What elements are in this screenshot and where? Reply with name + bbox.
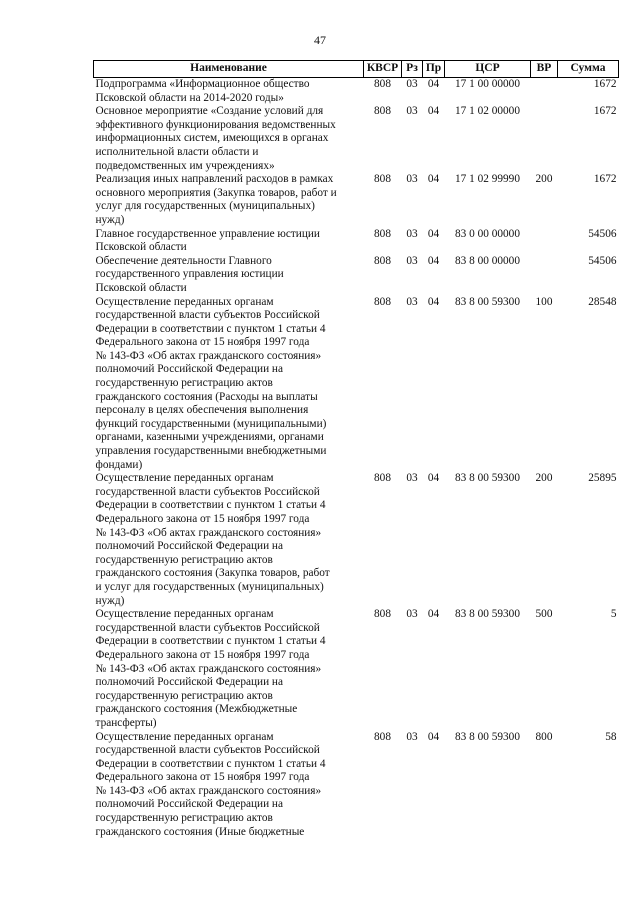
row-name-line: Обеспечение деятельности Главного	[95, 254, 272, 267]
row-pr: 04	[427, 254, 440, 267]
row-vr: 100	[535, 295, 553, 308]
row-vr: 200	[535, 472, 553, 485]
row-vr: 200	[535, 173, 553, 186]
row-pr: 04	[427, 227, 440, 240]
row-vr	[531, 255, 558, 296]
table-row	[94, 608, 619, 730]
row-name-line: государственного управления юстиции	[95, 268, 284, 281]
row-name	[94, 105, 364, 173]
row-name-line: государственную регистрацию актов	[95, 377, 273, 390]
row-pr: 04	[427, 78, 440, 90]
row-name	[94, 78, 364, 106]
row-name-line: № 143-ФЗ «Об актах гражданского состояния»	[95, 784, 322, 797]
row-name-line: Реализация иных направлений расходов в рамках	[95, 173, 334, 186]
row-name-line: полномочий Российской Федерации на	[95, 540, 283, 553]
row-kvsr: 808	[374, 608, 391, 621]
row-name-line: Федерального закона от 15 ноября 1997 года	[95, 648, 310, 661]
row-sum: 54506	[588, 254, 617, 267]
row-name	[94, 731, 364, 840]
header-vr: ВР	[531, 61, 558, 78]
row-name-line: Федерации в соответствии с пунктом 1 статьи 4	[95, 635, 326, 648]
row-pr: 04	[427, 730, 440, 743]
row-name	[94, 296, 364, 473]
row-vr	[531, 228, 558, 255]
table-row	[94, 78, 619, 106]
row-rz: 03	[406, 173, 418, 186]
row-csr: 83 8 00 59300	[455, 472, 520, 485]
row-name-line: Осуществление переданных органам	[95, 730, 274, 743]
row-kvsr: 808	[374, 227, 391, 240]
row-name	[94, 173, 364, 227]
header-kvsr: КВСР	[364, 61, 402, 78]
row-name-line: персоналу в целях обеспечения выполнения	[95, 404, 309, 417]
row-kvsr: 808	[374, 295, 391, 308]
row-name-line: Главное государственное управление юстиции	[95, 227, 320, 240]
row-name-line: Осуществление переданных органам	[95, 472, 274, 485]
row-name-line: государственной власти субъектов Российской	[95, 309, 320, 322]
row-name-line: гражданского состояния (Межбюджетные	[95, 703, 298, 716]
row-csr: 83 8 00 59300	[455, 608, 520, 621]
header-sum: Сумма	[558, 61, 619, 78]
page-number: 47	[314, 33, 326, 47]
budget-table	[93, 60, 619, 839]
row-pr: 04	[427, 608, 440, 621]
row-name-line: фондами)	[95, 458, 143, 471]
row-pr: 04	[427, 472, 440, 485]
row-rz: 03	[406, 472, 418, 485]
row-name-line: нужд)	[95, 594, 125, 607]
row-name-line: государственной власти субъектов Российской	[95, 621, 320, 634]
row-name	[94, 608, 364, 730]
row-csr: 83 0 00 00000	[455, 227, 520, 240]
row-name-line: Подпрограмма «Информационное общество	[95, 78, 310, 90]
row-name-line: и услуг для государственных (муниципальных)	[95, 580, 324, 593]
row-name-line: № 143-ФЗ «Об актах гражданского состояния»	[95, 662, 322, 675]
row-name-line: подведомственных им учреждениях»	[95, 159, 275, 172]
row-rz: 03	[406, 295, 418, 308]
row-name-line: государственную регистрацию актов	[95, 812, 273, 825]
row-name-line: № 143-ФЗ «Об актах гражданского состояния»	[95, 526, 322, 539]
row-sum: 1672	[593, 78, 617, 90]
table-row	[94, 296, 619, 473]
row-pr: 04	[427, 173, 440, 186]
row-rz: 03	[406, 78, 418, 90]
row-name-line: государственной власти субъектов Российской	[95, 485, 320, 498]
row-name	[94, 228, 364, 255]
row-sum: 54506	[588, 227, 617, 240]
row-kvsr: 808	[374, 472, 391, 485]
row-name-line: Федерального закона от 15 ноября 1997 года	[95, 336, 310, 349]
row-name-line: государственной власти субъектов Российской	[95, 744, 320, 757]
row-rz: 03	[406, 730, 418, 743]
row-name-line: управления государственными внебюджетными	[95, 445, 327, 458]
row-pr: 04	[427, 105, 440, 118]
header-name: Наименование	[94, 61, 364, 78]
table-row	[94, 731, 619, 840]
row-name-line: трансферты)	[95, 716, 157, 729]
row-name-line: Федерального закона от 15 ноября 1997 года	[95, 771, 310, 784]
row-vr	[531, 78, 558, 106]
table-row	[94, 472, 619, 608]
table-row	[94, 173, 619, 227]
row-sum: 5	[610, 608, 617, 621]
row-name-line: Основное мероприятие «Создание условий для	[95, 105, 324, 118]
table-row	[94, 228, 619, 255]
row-csr: 17 1 02 99990	[455, 173, 520, 186]
row-name-line: информационных систем, имеющихся в органах	[95, 132, 329, 145]
row-rz: 03	[406, 608, 418, 621]
row-csr: 83 8 00 00000	[455, 254, 520, 267]
row-name-line: Осуществление переданных органам	[95, 608, 274, 621]
row-csr: 83 8 00 59300	[455, 730, 520, 743]
header-rz: Рз	[402, 61, 423, 78]
header-pr: Пр	[423, 61, 445, 78]
row-name-line: Псковской области на 2014-2020 годы»	[95, 91, 284, 104]
row-sum: 58	[605, 730, 617, 743]
row-name-line: Псковской области	[95, 281, 187, 294]
row-name-line: органами, казенными учреждениями, органами	[95, 431, 324, 444]
row-name-line: основного мероприятия (Закупка товаров, работ и	[95, 186, 337, 199]
row-name	[94, 255, 364, 296]
row-sum: 25895	[588, 472, 617, 485]
row-sum: 28548	[588, 295, 617, 308]
row-vr: 500	[535, 608, 553, 621]
row-vr: 800	[535, 730, 553, 743]
row-kvsr: 808	[374, 78, 391, 90]
row-name-line: функций государственными (муниципальными)	[95, 417, 327, 430]
row-kvsr: 808	[374, 173, 391, 186]
row-name-line: государственную регистрацию актов	[95, 553, 273, 566]
row-sum: 1672	[593, 105, 617, 118]
row-name-line: нужд)	[95, 213, 125, 226]
row-name-line: полномочий Российской Федерации на	[95, 363, 283, 376]
row-name-line: Федерации в соответствии с пунктом 1 статьи 4	[95, 499, 326, 512]
row-name-line: государственную регистрацию актов	[95, 689, 273, 702]
header-csr: ЦСР	[445, 61, 531, 78]
row-rz: 03	[406, 227, 418, 240]
row-name-line: услуг для государственных (муниципальных)	[95, 200, 315, 213]
row-kvsr: 808	[374, 254, 391, 267]
row-kvsr: 808	[374, 730, 391, 743]
row-name-line: гражданского состояния (Иные бюджетные	[95, 825, 305, 838]
row-name-line: исполнительной власти области и	[95, 145, 259, 158]
row-csr: 17 1 02 00000	[455, 105, 520, 118]
row-csr: 83 8 00 59300	[455, 295, 520, 308]
row-vr	[531, 105, 558, 173]
row-rz: 03	[406, 254, 418, 267]
row-name-line: Федерации в соответствии с пунктом 1 статьи 4	[95, 322, 326, 335]
row-kvsr: 808	[374, 105, 391, 118]
row-pr: 04	[427, 295, 440, 308]
row-name	[94, 472, 364, 608]
row-name-line: Псковской области	[95, 241, 187, 254]
row-name-line: Осуществление переданных органам	[95, 295, 274, 308]
row-name-line: гражданского состояния (Закупка товаров, работ	[95, 567, 330, 580]
table-header-row	[94, 61, 619, 78]
row-name-line: Федерального закона от 15 ноября 1997 года	[95, 513, 310, 525]
row-name-line: полномочий Российской Федерации на	[95, 676, 283, 689]
row-csr: 17 1 00 00000	[455, 78, 520, 90]
table-row	[94, 255, 619, 296]
row-sum: 1672	[593, 173, 617, 186]
row-name-line: полномочий Российской Федерации на	[95, 798, 283, 811]
row-name-line: Федерации в соответствии с пунктом 1 статьи 4	[95, 757, 326, 770]
row-name-line: гражданского состояния (Расходы на выплаты	[95, 390, 318, 403]
row-name-line: эффективного функционирования ведомственных	[95, 118, 336, 131]
table-row	[94, 105, 619, 173]
row-rz: 03	[406, 105, 418, 118]
row-name-line: № 143-ФЗ «Об актах гражданского состояния»	[95, 349, 322, 362]
